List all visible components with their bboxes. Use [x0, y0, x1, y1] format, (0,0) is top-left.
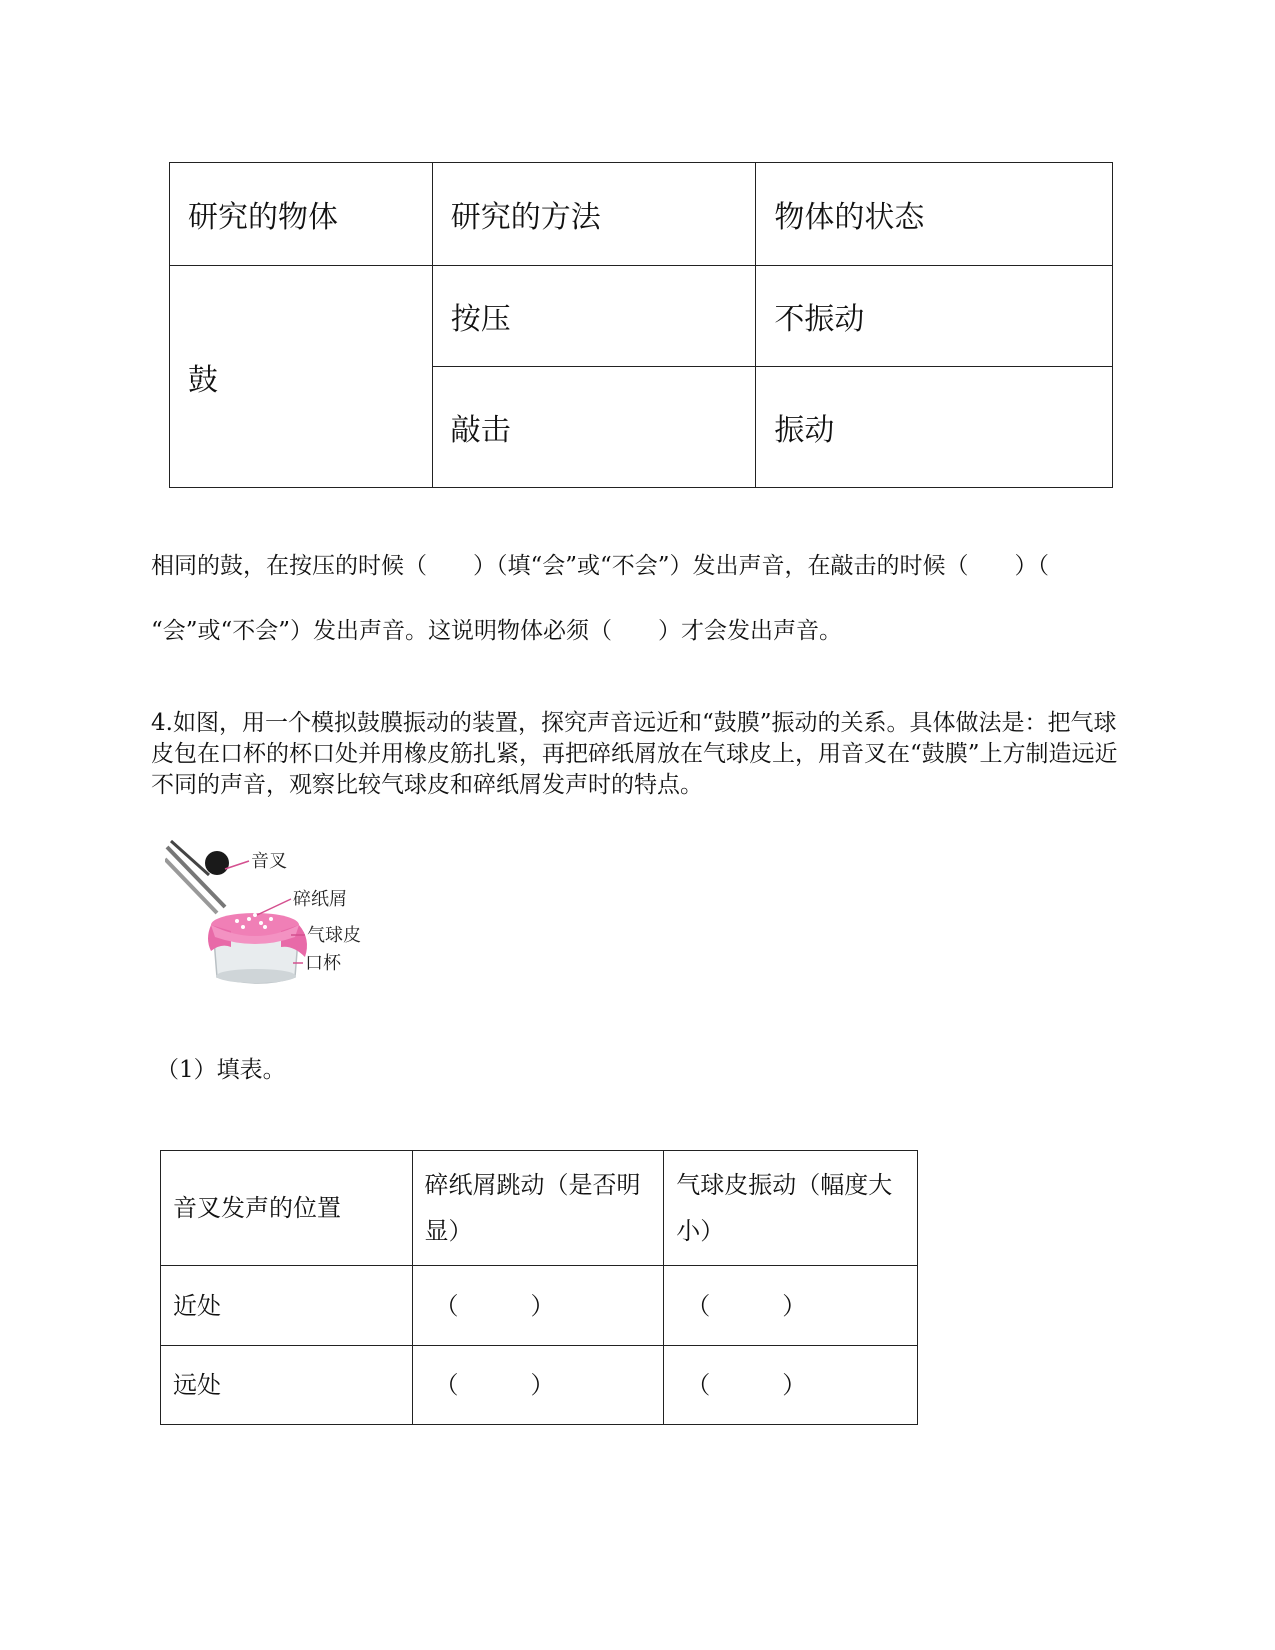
header-method: 研究的方法 — [432, 163, 756, 266]
label-paper-scraps: 碎纸屑 — [293, 889, 347, 910]
answer-blank[interactable]: （ ） — [412, 1266, 664, 1345]
table-sound-drum — [169, 162, 1113, 488]
header-paper-jump: 碎纸屑跳动（是否明显） — [412, 1151, 664, 1266]
header-state: 物体的状态 — [756, 163, 1113, 266]
sub-question-1: （1）填表。 — [156, 1057, 286, 1083]
tuning-fork-icon — [165, 841, 229, 913]
table-header-row — [170, 163, 1113, 266]
cell-state: 振动 — [756, 367, 1113, 488]
cell-method: 按压 — [432, 266, 756, 367]
paragraph-line-2: “会”或“不会”）发出声音。这说明物体必须（ ）才会发出声音。 — [151, 618, 843, 644]
cell-state: 不振动 — [756, 266, 1113, 367]
tuning-fork-cup-figure — [165, 835, 405, 995]
label-cup: 口杯 — [305, 953, 341, 974]
cell-method: 敲击 — [432, 367, 756, 488]
label-tuning-fork: 音叉 — [251, 851, 287, 872]
cell-position: 近处 — [161, 1266, 413, 1345]
header-object: 研究的物体 — [170, 163, 433, 266]
paragraph-line-1: 相同的鼓，在按压的时候（ ）（填“会”或“不会”）发出声音，在敲击的时候（ ）（ — [151, 553, 1050, 579]
cell-object-drum: 鼓 — [170, 266, 433, 488]
header-position: 音叉发声的位置 — [161, 1151, 413, 1266]
table-row — [170, 266, 1113, 367]
question-4-text: 4.如图，用一个模拟鼓膜振动的装置，探究声音远近和“鼓膜”振动的关系。具体做法是：把气球皮包在口杯的杯口处并用橡皮筋扎紧，再把碎纸屑放在气球皮上，用音叉在“鼓膜”上方制造远近不同的声音，观察比较气球皮和碎纸屑发声时的特点。 — [151, 710, 1118, 798]
answer-blank[interactable]: （ ） — [664, 1266, 918, 1345]
table-header-row — [161, 1151, 918, 1266]
cell-position: 远处 — [161, 1345, 413, 1424]
table-row — [161, 1345, 918, 1424]
table-fill-in — [160, 1150, 918, 1425]
label-balloon-skin: 气球皮 — [307, 925, 361, 946]
answer-blank[interactable]: （ ） — [664, 1345, 918, 1424]
table-row — [161, 1266, 918, 1345]
header-balloon-vibration: 气球皮振动（幅度大小） — [664, 1151, 918, 1266]
answer-blank[interactable]: （ ） — [412, 1345, 664, 1424]
